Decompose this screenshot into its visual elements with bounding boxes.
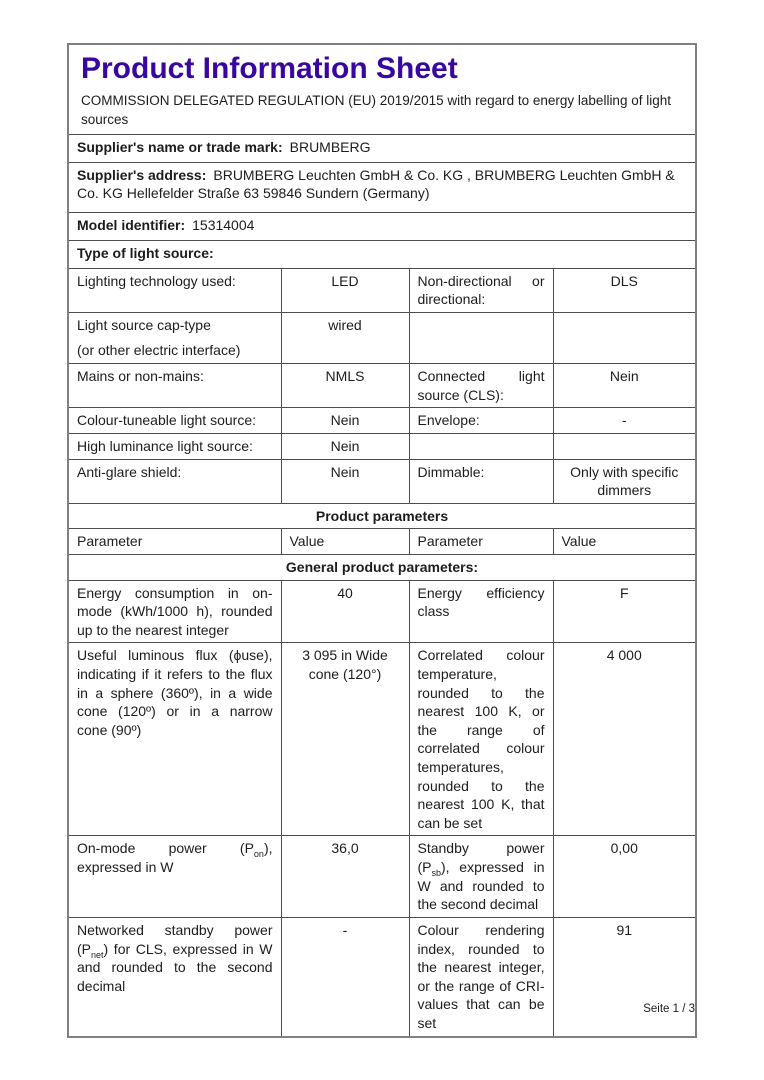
value-directionality: DLS bbox=[553, 268, 696, 312]
value-energy-consumption: 40 bbox=[281, 580, 409, 643]
table-row bbox=[68, 364, 696, 408]
param-standby-power bbox=[409, 836, 553, 917]
value-onmode-power: 36,0 bbox=[281, 836, 409, 917]
param-energy-efficiency-class: Energy efficiency class bbox=[409, 580, 553, 643]
supplier-address-value: BRUMBERG Leuchten GmbH & Co. KG , BRUMBERG Leuchten GmbH & Co. KG Hellefelder Straße 63 59846 Sundern (Germany) bbox=[77, 166, 675, 202]
page-title: Product Information Sheet bbox=[81, 52, 458, 85]
supplier-name-value: BRUMBERG bbox=[289, 138, 371, 155]
column-header-row bbox=[68, 529, 696, 555]
empty-cell bbox=[409, 312, 553, 363]
param-energy-consumption: Energy consumption in on-mode (kWh/1000 h), rounded up to the nearest integer bbox=[68, 580, 281, 643]
page-number: Seite 1 / 3 bbox=[643, 1003, 695, 1015]
supplier-name-label: Supplier's name or trade mark: bbox=[77, 138, 283, 155]
param-correlated-colour-temperature: Correlated colour temperature, rounded to the nearest 100 K, or the range of correlated colour temperatures, rounded to the nearest 100 K, that can be set bbox=[409, 643, 553, 836]
param-onmode-power bbox=[68, 836, 281, 917]
text-part: Networked standby power (P bbox=[77, 921, 273, 957]
value-envelope: - bbox=[553, 408, 696, 434]
product-parameters-heading: Product parameters bbox=[68, 503, 696, 529]
param-dimmable: Dimmable: bbox=[409, 459, 553, 503]
column-header-parameter-2: Parameter bbox=[409, 529, 553, 555]
value-useful-luminous-flux: 3 095 in Wide cone (120°) bbox=[281, 643, 409, 836]
table-row bbox=[68, 836, 696, 917]
param-anti-glare: Anti-glare shield: bbox=[68, 459, 281, 503]
value-energy-efficiency-class: F bbox=[553, 580, 696, 643]
value-standby-power: 0,00 bbox=[553, 836, 696, 917]
supplier-address-label: Supplier's address: bbox=[77, 166, 207, 183]
empty-cell bbox=[553, 433, 696, 459]
table-row bbox=[68, 312, 696, 363]
table-row bbox=[68, 408, 696, 434]
param-useful-luminous-flux: Useful luminous flux (ϕuse), indicating if it refers to the flux in a sphere (360º), in a wide cone (120º) or in a narrow cone (90º) bbox=[68, 643, 281, 836]
value-cap-type: wired bbox=[281, 312, 409, 363]
empty-cell bbox=[553, 312, 696, 363]
subscript-sb: sb bbox=[431, 867, 442, 878]
cap-type-line1: Light source cap-type bbox=[77, 316, 211, 333]
param-colour-rendering-index: Colour rendering index, rounded to the nearest integer, or the range of CRI-values that can be set bbox=[409, 917, 553, 1036]
type-of-light-source-row bbox=[68, 240, 696, 268]
type-of-light-source-label: Type of light source: bbox=[77, 244, 214, 261]
column-header-parameter-1: Parameter bbox=[68, 529, 281, 555]
param-directionality: Non-directional or directional: bbox=[409, 268, 553, 312]
value-mains: NMLS bbox=[281, 364, 409, 408]
param-lighting-technology: Lighting technology used: bbox=[68, 268, 281, 312]
text-part: ), expressed in W and rounded to the second decimal bbox=[417, 859, 545, 913]
cap-type-line2: (or other electric interface) bbox=[77, 342, 241, 359]
value-colour-rendering-index: 91 bbox=[553, 917, 696, 1036]
param-colour-tuneable: Colour-tuneable light source: bbox=[68, 408, 281, 434]
value-correlated-colour-temperature: 4 000 bbox=[553, 643, 696, 836]
document-page bbox=[67, 43, 695, 1038]
section-header-row bbox=[68, 503, 696, 529]
text-part: ), expressed in W bbox=[77, 840, 273, 876]
value-lighting-technology: LED bbox=[281, 268, 409, 312]
text-part: On-mode power (P bbox=[77, 840, 254, 857]
param-mains: Mains or non-mains: bbox=[68, 364, 281, 408]
model-identifier-label: Model identifier: bbox=[77, 216, 186, 233]
column-header-value-2: Value bbox=[553, 529, 696, 555]
value-connected-light-source: Nein bbox=[553, 364, 696, 408]
table-row bbox=[68, 580, 696, 643]
section-header-row bbox=[68, 554, 696, 580]
table-row bbox=[68, 268, 696, 312]
table-row bbox=[68, 433, 696, 459]
supplier-name-cell bbox=[68, 134, 696, 162]
param-connected-light-source: Connected light source (CLS): bbox=[409, 364, 553, 408]
title-row bbox=[68, 44, 696, 134]
model-identifier-value: 15314004 bbox=[192, 216, 255, 233]
model-identifier-cell bbox=[68, 212, 696, 240]
param-high-luminance: High luminance light source: bbox=[68, 433, 281, 459]
value-high-luminance: Nein bbox=[281, 433, 409, 459]
text-part: ) for CLS, expressed in W and rounded to the second decimal bbox=[77, 940, 273, 994]
value-colour-tuneable: Nein bbox=[281, 408, 409, 434]
product-info-table bbox=[67, 43, 697, 1038]
text-part: Standby power (P bbox=[417, 840, 545, 876]
value-networked-standby-power: - bbox=[281, 917, 409, 1036]
param-cap-type bbox=[68, 312, 281, 363]
supplier-address-cell bbox=[68, 162, 696, 212]
type-of-light-source-cell bbox=[68, 240, 696, 268]
param-envelope: Envelope: bbox=[409, 408, 553, 434]
column-header-value-1: Value bbox=[281, 529, 409, 555]
supplier-name-row bbox=[68, 134, 696, 162]
table-row bbox=[68, 917, 696, 1036]
value-anti-glare: Nein bbox=[281, 459, 409, 503]
param-networked-standby-power bbox=[68, 917, 281, 1036]
supplier-address-row bbox=[68, 162, 696, 212]
table-row bbox=[68, 459, 696, 503]
general-product-parameters-heading: General product parameters: bbox=[68, 554, 696, 580]
value-dimmable: Only with specific dimmers bbox=[553, 459, 696, 503]
table-row bbox=[68, 643, 696, 836]
subscript-net: net bbox=[91, 949, 104, 960]
empty-cell bbox=[409, 433, 553, 459]
model-identifier-row bbox=[68, 212, 696, 240]
subscript-on: on bbox=[253, 849, 264, 860]
regulation-text: COMMISSION DELEGATED REGULATION (EU) 2019/2015 with regard to energy labelling of light sources bbox=[81, 93, 671, 128]
title-cell bbox=[68, 44, 696, 134]
